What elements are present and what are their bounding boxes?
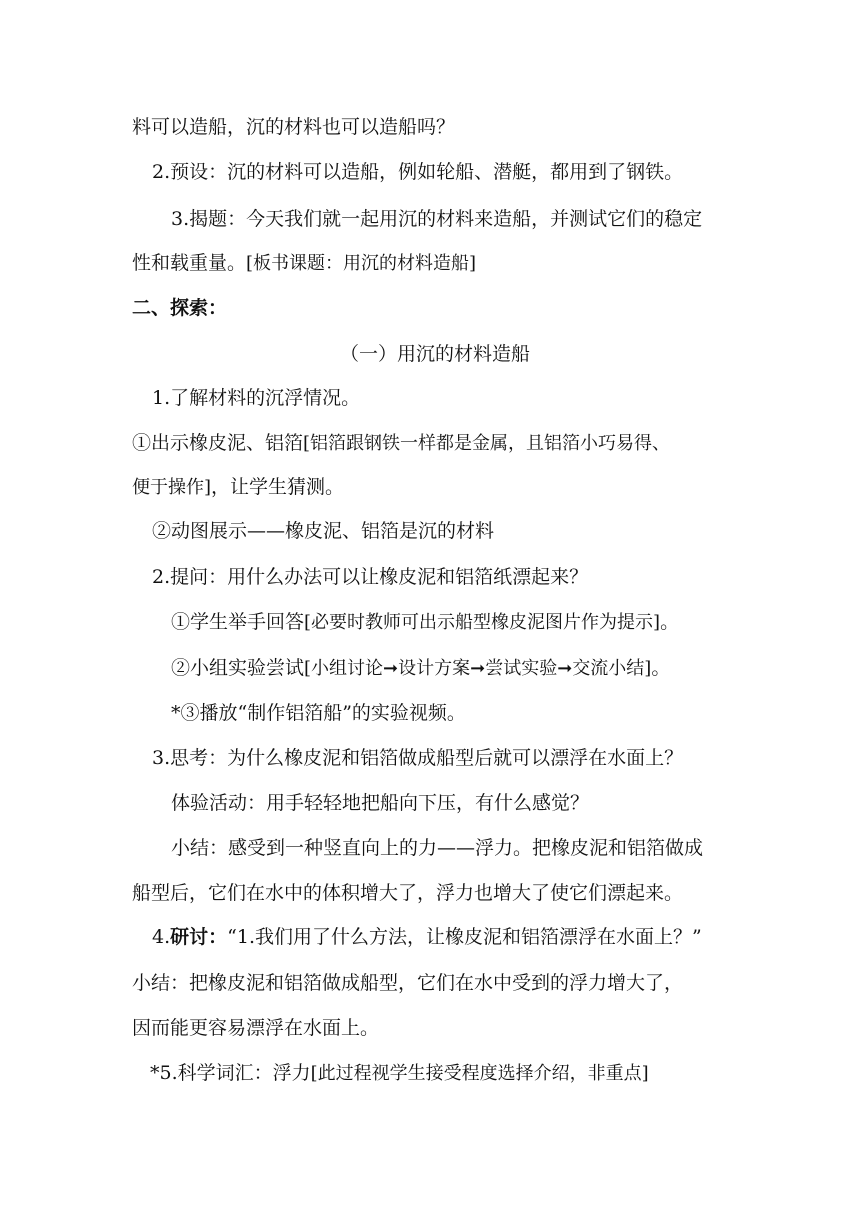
section-title: 二、探索： bbox=[132, 297, 228, 319]
step4-question: “1.我们用了什么方法，让橡皮泥和铝箔漂浮在水面上？” bbox=[227, 926, 702, 948]
step1-a-tail: ，让学生猜测。 bbox=[211, 476, 345, 498]
step4-summary-line1: 小结：把橡皮泥和铝箔做成船型，它们在水中受到的浮力增大了， bbox=[132, 972, 684, 994]
step2-b-text: ②小组实验尝试 bbox=[171, 657, 305, 679]
step2-b-note: [小组讨论➞设计方案➞尝试实验➞交流小结] bbox=[304, 658, 652, 679]
step4-summary-line2: 因而能更容易漂浮在水面上。 bbox=[132, 1017, 380, 1039]
step1-a-line bbox=[132, 428, 670, 459]
step4-line bbox=[152, 922, 702, 952]
step4-number: 4. bbox=[152, 926, 171, 948]
step5-note: [此过程视学生接受程度选择介绍，非重点] bbox=[310, 1063, 649, 1084]
step1-a-note: [铝箔跟钢铁一样都是金属，且铝箔小巧易得、 bbox=[303, 433, 671, 454]
reveal-line: 3.揭题：今天我们就一起用沉的材料来造船，并测试它们的稳定 bbox=[171, 208, 703, 230]
step2-a-note: [必要时教师可出示船型橡皮泥图片作为提示] bbox=[304, 612, 661, 633]
step2-b-line bbox=[171, 653, 670, 684]
subsection-title: （一）用沉的材料造船 bbox=[340, 343, 531, 365]
step3-activity: 体验活动：用手轻轻地把船向下压，有什么感觉？ bbox=[171, 792, 590, 814]
step2-a-tail: 。 bbox=[660, 611, 680, 633]
step2-a-text: ①学生举手回答 bbox=[171, 611, 305, 633]
step3-summary-line2: 船型后，它们在水中的体积增大了，浮力也增大了使它们漂起来。 bbox=[132, 882, 684, 904]
board-title-note: [板书课题：用沉的材料造船] bbox=[246, 253, 477, 274]
step2-b-tail: 。 bbox=[651, 657, 671, 679]
preset-line: 2.预设：沉的材料可以造船，例如轮船、潜艇，都用到了钢铁。 bbox=[152, 161, 684, 183]
intro-continuation: 料可以造船，沉的材料也可以造船吗？ bbox=[132, 116, 456, 138]
step1-a-text: ①出示橡皮泥、铝箔 bbox=[132, 432, 304, 454]
step1-b: ②动图展示——橡皮泥、铝箔是沉的材料 bbox=[152, 520, 495, 542]
step5-line bbox=[150, 1058, 649, 1089]
step2-title: 2.提问：用什么办法可以让橡皮泥和铝箔纸漂起来？ bbox=[152, 566, 589, 588]
step2-a-line bbox=[171, 607, 679, 638]
step1-a-continuation bbox=[132, 472, 344, 503]
step1-a-note-continuation: 便于操作] bbox=[132, 477, 212, 498]
step3-title: 3.思考：为什么橡皮泥和铝箔做成船型后就可以漂浮在水面上？ bbox=[152, 747, 684, 769]
step1-title: 1.了解材料的沉浮情况。 bbox=[152, 387, 361, 409]
step3-summary-line1: 小结：感受到一种竖直向上的力——浮力。把橡皮泥和铝箔做成 bbox=[171, 837, 704, 859]
step4-label: 研讨： bbox=[170, 926, 228, 948]
reveal-continuation bbox=[132, 248, 476, 279]
step2-c: *③播放“制作铝箔船”的实验视频。 bbox=[171, 702, 466, 724]
step5-text: *5.科学词汇：浮力 bbox=[150, 1062, 311, 1084]
reveal-continuation-text: 性和载重量。 bbox=[132, 252, 247, 274]
